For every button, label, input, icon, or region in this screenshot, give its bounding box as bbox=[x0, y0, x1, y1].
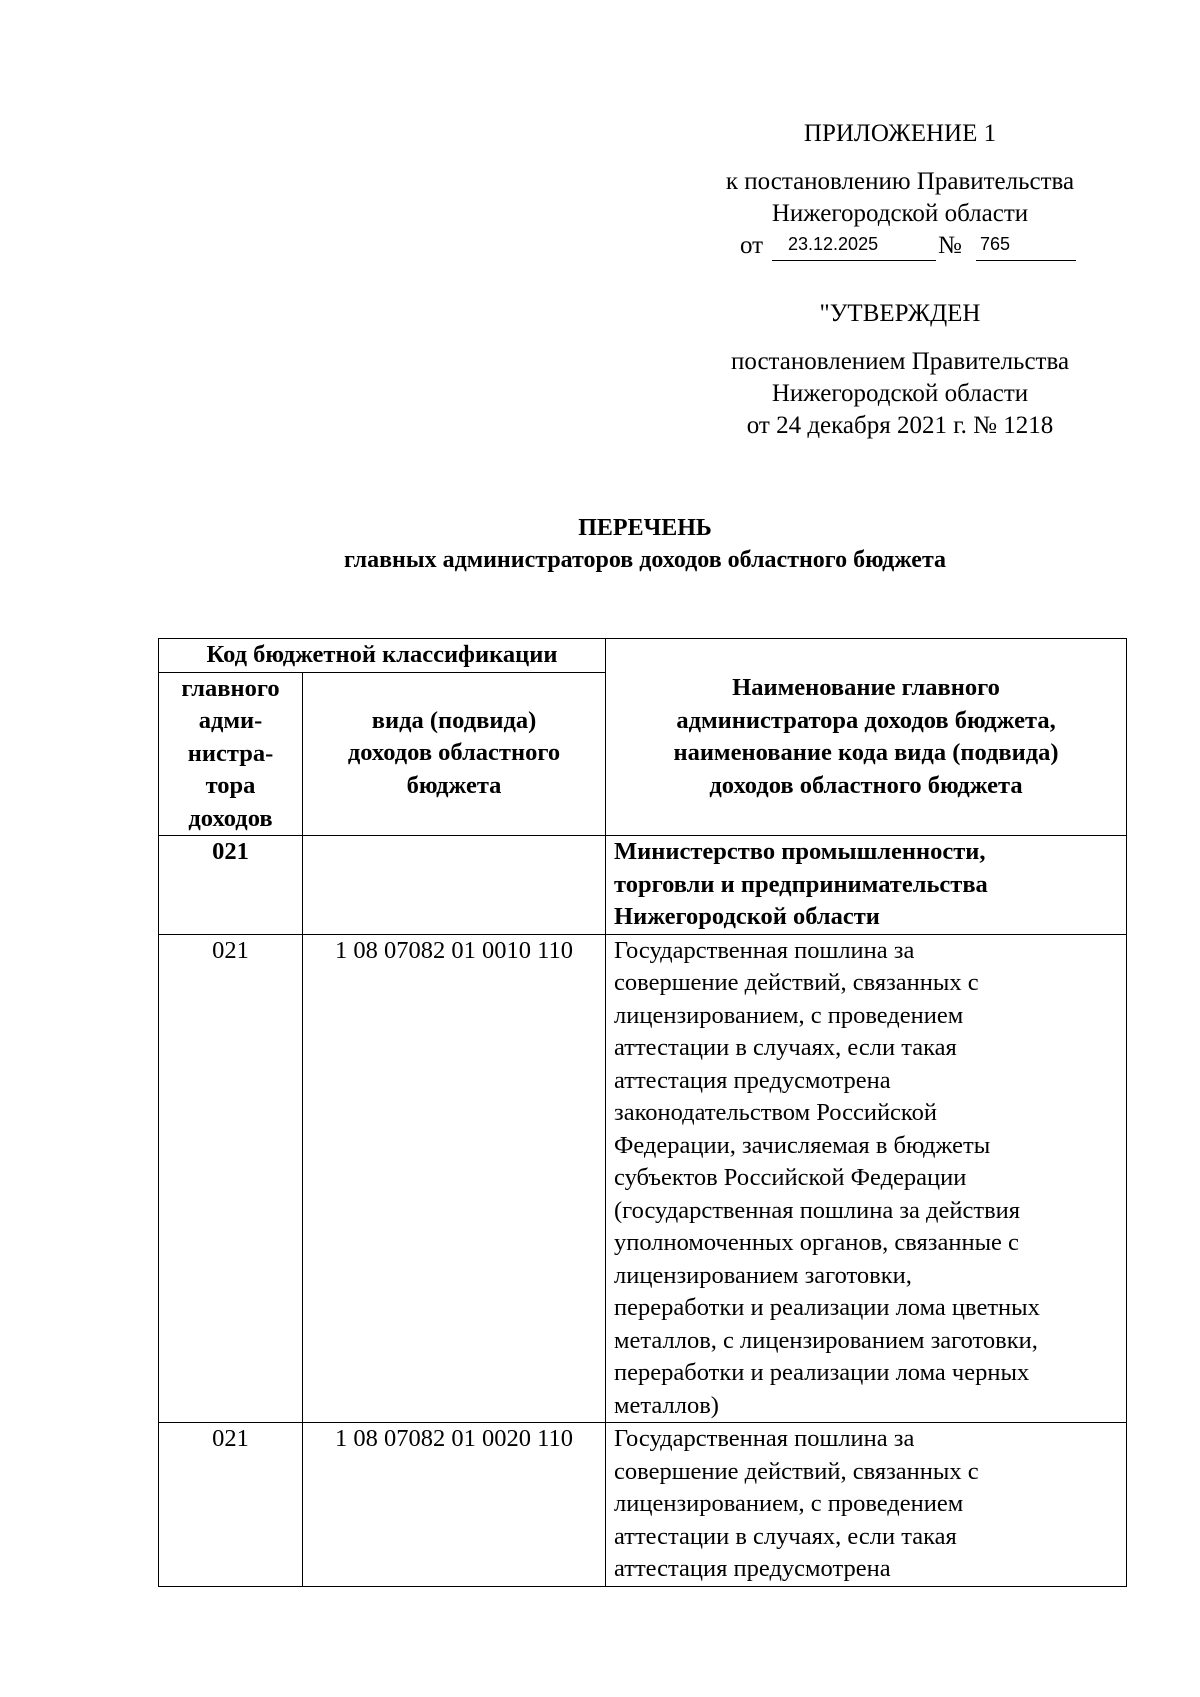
name-cell bbox=[606, 1423, 1127, 1587]
approved-by-line1: постановлением Правительства bbox=[730, 348, 1070, 375]
table-header-group-row bbox=[159, 639, 1127, 673]
revenue-code-cell: 1 08 07082 01 0010 110 bbox=[303, 934, 606, 1423]
name-line: металлов, с лицензированием заготовки, bbox=[614, 1326, 1038, 1354]
name-line: переработки и реализации лома цветных bbox=[614, 1294, 1040, 1321]
name-header-line: доходов областного бюджета bbox=[709, 771, 1023, 799]
name-line: Министерство промышленности, bbox=[614, 838, 986, 865]
name-line: лицензированием заготовки, bbox=[614, 1261, 912, 1289]
appendix-label: ПРИЛОЖЕНИЕ 1 bbox=[803, 120, 997, 147]
revenue-code-cell: 1 08 07082 01 0020 110 bbox=[303, 1423, 606, 1587]
resolution-ref-line2: Нижегородской области bbox=[771, 200, 1029, 227]
name-line: Нижегородской области bbox=[614, 903, 880, 930]
approved-by-line2: Нижегородской области bbox=[771, 380, 1029, 407]
document-title: ПЕРЕЧЕНЬ bbox=[578, 515, 712, 541]
admin-header-line: тора bbox=[205, 772, 256, 799]
revenue-type-column-header bbox=[303, 672, 606, 836]
admin-code-cell: 021 bbox=[159, 836, 303, 935]
document-subtitle: главных администраторов доходов областного бюджета bbox=[343, 547, 947, 573]
name-cell bbox=[606, 836, 1127, 935]
name-line: совершение действий, связанных с bbox=[614, 969, 979, 996]
number-sign: № bbox=[938, 232, 962, 259]
revenue-code-cell bbox=[303, 836, 606, 935]
admin-header-line: доходов bbox=[188, 804, 273, 832]
table-row bbox=[159, 836, 1127, 935]
name-line: Государственная пошлина за bbox=[614, 936, 915, 964]
name-line: Государственная пошлина за bbox=[614, 1425, 915, 1452]
name-line: аттестация предусмотрена bbox=[614, 1066, 891, 1094]
table-row bbox=[159, 1423, 1127, 1587]
name-line: Федерации, зачисляемая в бюджеты bbox=[614, 1131, 991, 1159]
revenue-administrators-table bbox=[158, 638, 1127, 1587]
name-line: уполномоченных органов, связанные с bbox=[614, 1229, 1019, 1256]
date-prefix: от bbox=[740, 232, 764, 259]
resolution-ref-line1: к постановлению Правительства bbox=[725, 168, 1075, 195]
resolution-date-number bbox=[740, 232, 1080, 266]
name-line: совершение действий, связанных с bbox=[614, 1457, 979, 1485]
name-header-line: Наименование главного bbox=[732, 674, 1000, 701]
name-line: законодательством Российской bbox=[614, 1099, 937, 1126]
name-cell bbox=[606, 934, 1127, 1423]
name-header-line: администратора доходов бюджета, bbox=[676, 706, 1056, 734]
table-row bbox=[159, 934, 1127, 1423]
admin-code-cell: 021 bbox=[159, 1423, 303, 1587]
type-header-line: вида (подвида) bbox=[371, 706, 537, 734]
type-header-line: доходов областного bbox=[347, 739, 561, 766]
admin-header-line: адми- bbox=[198, 707, 263, 734]
name-line: субъектов Российской Федерации bbox=[614, 1164, 967, 1191]
name-header-line: наименование кода вида (подвида) bbox=[673, 739, 1059, 766]
name-line: торговли и предпринимательства bbox=[614, 870, 988, 898]
date-value: 23.12.2025 bbox=[788, 234, 879, 254]
type-header-line: бюджета bbox=[406, 771, 502, 799]
admin-header-line: главного bbox=[181, 674, 280, 702]
name-line: аттестации в случаях, если такая bbox=[614, 1522, 957, 1550]
admin-code-cell: 021 bbox=[159, 934, 303, 1423]
name-column-header bbox=[606, 639, 1127, 836]
name-line: лицензированием, с проведением bbox=[614, 1001, 964, 1029]
admin-header-line: нистра- bbox=[187, 739, 274, 767]
name-line: аттестация предусмотрена bbox=[614, 1555, 891, 1582]
approved-by-line3: от 24 декабря 2021 г. № 1218 bbox=[746, 412, 1054, 439]
name-line: переработки и реализации лома черных bbox=[614, 1359, 1030, 1386]
name-line: металлов) bbox=[614, 1391, 719, 1419]
number-underline bbox=[976, 260, 1076, 261]
admin-code-column-header bbox=[159, 672, 303, 836]
budget-classification-code-header: Код бюджетной классификации bbox=[159, 639, 606, 673]
name-line: лицензированием, с проведением bbox=[614, 1490, 964, 1517]
name-line: аттестации в случаях, если такая bbox=[614, 1034, 957, 1061]
name-line: (государственная пошлина за действия bbox=[614, 1196, 1021, 1224]
approved-label: "УТВЕРЖДЕН bbox=[819, 300, 981, 327]
number-value: 765 bbox=[980, 234, 1011, 254]
date-underline bbox=[772, 260, 936, 261]
